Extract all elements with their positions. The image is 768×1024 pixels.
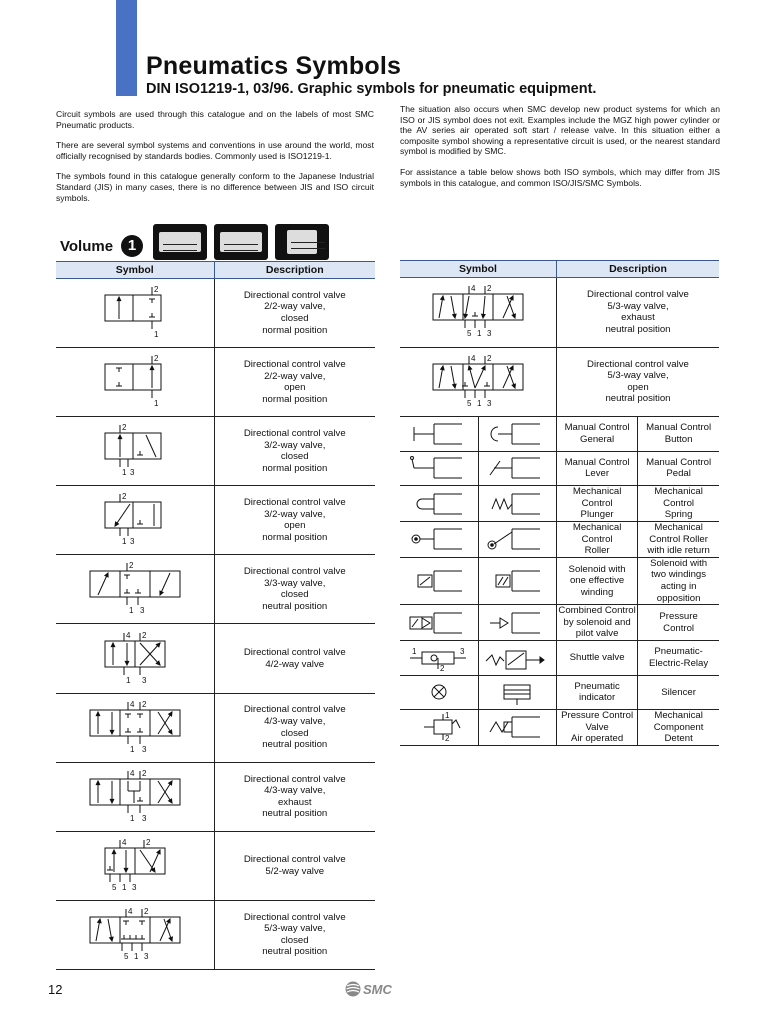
svg-text:5: 5	[111, 882, 117, 892]
svg-text:2: 2	[153, 285, 159, 295]
product-thumbnail-icon	[153, 224, 207, 260]
svg-text:1: 1	[153, 330, 159, 340]
valve-3-3-icon	[60, 557, 210, 621]
description-line: 5/2-way valve	[265, 865, 325, 877]
table-row	[56, 279, 375, 348]
solenoid-two-windings-icon	[482, 566, 552, 596]
description-line: neutral position	[262, 946, 328, 958]
manual-control-button-icon	[482, 419, 552, 449]
table-row	[56, 762, 375, 831]
table-row	[400, 486, 719, 522]
svg-text:1: 1	[121, 882, 127, 892]
description-line: Valve	[585, 721, 609, 733]
table-row	[400, 557, 719, 604]
description-line: Combined Control	[558, 605, 636, 617]
description-line: 4/2-way valve	[265, 658, 325, 670]
description-line: Control	[581, 497, 613, 509]
description-line: one effective	[569, 575, 625, 587]
description-line: Directional control valve	[243, 428, 346, 440]
symbol-description	[638, 675, 719, 710]
description-line: Mechanical	[654, 486, 703, 498]
symbol-cell	[400, 675, 478, 710]
pressure-control-icon	[482, 608, 552, 638]
svg-text:4: 4	[129, 768, 135, 778]
symbol-cell	[56, 417, 214, 486]
svg-text:3: 3	[486, 329, 492, 339]
description-line: Manual Control	[564, 456, 630, 468]
pressure-control-valve-icon	[404, 712, 474, 742]
description-line: Silencer	[661, 686, 696, 698]
description-line: Directional control valve	[243, 854, 346, 866]
svg-text:1: 1	[121, 468, 127, 478]
svg-text:4: 4	[125, 630, 131, 640]
symbol-cell	[56, 762, 214, 831]
valve-3-2-open-icon	[60, 488, 210, 552]
description-line: neutral position	[262, 739, 328, 751]
page-title: Pneumatics Symbols	[146, 52, 402, 80]
table-row	[56, 417, 375, 486]
svg-text:4: 4	[121, 837, 127, 847]
description-line: Directional control valve	[243, 358, 346, 370]
description-line: closed	[280, 589, 309, 601]
description-line: Roller	[584, 545, 610, 557]
description-line: Mechanical	[654, 710, 703, 722]
description-line: Directional control valve	[243, 773, 346, 785]
smc-logo	[344, 980, 396, 1003]
svg-text:1: 1	[444, 712, 450, 721]
svg-text:4: 4	[470, 353, 476, 363]
description-line: neutral position	[262, 601, 328, 613]
svg-text:3: 3	[141, 744, 147, 754]
product-thumbnail-icon	[275, 224, 329, 260]
symbol-cell	[400, 417, 478, 452]
description-line: normal position	[262, 393, 328, 405]
symbol-cell	[400, 486, 478, 522]
mechanical-roller-icon	[404, 524, 474, 554]
description-line: 5/3-way valve,	[264, 923, 326, 935]
description-line: Control Roller	[649, 533, 708, 545]
volume-label: Volume	[60, 238, 114, 255]
symbol-cell	[56, 486, 214, 555]
valve-4-2-icon	[60, 627, 210, 691]
description-line: Directional control valve	[243, 704, 346, 716]
symbol-description	[214, 348, 375, 417]
solenoid-one-winding-icon	[404, 566, 474, 596]
svg-text:2: 2	[128, 561, 134, 571]
symbol-column-header: Symbol	[400, 261, 556, 278]
svg-text:5: 5	[123, 951, 129, 961]
mechanical-detent-icon	[482, 712, 552, 742]
svg-text:3: 3	[486, 398, 492, 408]
symbol-cell	[478, 605, 556, 641]
svg-text:2: 2	[486, 284, 492, 294]
description-line: neutral position	[605, 393, 671, 405]
table-row	[56, 624, 375, 693]
symbol-description	[214, 279, 375, 348]
symbol-description	[556, 557, 637, 604]
symbol-description	[214, 762, 375, 831]
table-row	[400, 710, 719, 746]
symbol-cell	[400, 605, 478, 641]
description-line: Directional control valve	[243, 497, 346, 509]
table-row	[400, 675, 719, 710]
description-line: Mechanical	[572, 486, 622, 498]
table-row	[400, 521, 719, 557]
symbol-cell	[56, 831, 214, 900]
description-line: two windings	[651, 569, 707, 581]
symbol-description	[638, 451, 719, 486]
symbol-description	[556, 278, 719, 348]
description-line: neutral position	[605, 323, 671, 335]
symbol-description	[638, 605, 719, 641]
description-line: Detent	[664, 733, 693, 745]
manual-control-lever-icon	[404, 453, 474, 483]
description-column-header: Description	[214, 262, 375, 279]
description-line: Solenoid with	[650, 557, 708, 569]
symbol-cell	[478, 486, 556, 522]
description-line: Pneumatic	[574, 680, 620, 692]
right-symbol-table	[400, 260, 719, 746]
silencer-icon	[482, 677, 552, 707]
symbol-description	[214, 417, 375, 486]
table-row	[56, 555, 375, 624]
volume-number-badge: 1	[121, 235, 143, 257]
table-row	[400, 417, 719, 452]
description-line: Lever	[585, 468, 610, 480]
symbol-cell	[478, 451, 556, 486]
svg-text:2: 2	[153, 354, 159, 364]
description-line: Pressure	[659, 610, 698, 622]
manual-control-pedal-icon	[482, 453, 552, 483]
svg-text:2: 2	[141, 699, 147, 709]
description-line: Control	[581, 533, 613, 545]
symbol-cell	[478, 675, 556, 710]
svg-text:2: 2	[141, 630, 147, 640]
description-line: Control	[663, 497, 695, 509]
table-row	[56, 693, 375, 762]
svg-text:1: 1	[129, 813, 135, 823]
table-row	[400, 605, 719, 641]
description-line: Button	[664, 433, 693, 445]
description-line: Manual Control	[646, 456, 712, 468]
intro-left-column	[56, 109, 374, 213]
symbol-cell	[478, 640, 556, 675]
symbol-description	[214, 624, 375, 693]
symbol-cell	[400, 640, 478, 675]
description-line: Component	[653, 721, 704, 733]
description-line: exhaust	[277, 796, 312, 808]
description-column-header: Description	[556, 261, 719, 278]
valve-5-3-closed-icon	[60, 903, 210, 967]
description-line: Directional control valve	[587, 289, 689, 301]
symbol-description	[556, 710, 637, 746]
symbol-cell	[56, 624, 214, 693]
symbol-description	[638, 640, 719, 675]
svg-text:1: 1	[411, 646, 417, 656]
symbol-description	[214, 486, 375, 555]
symbol-cell	[56, 279, 214, 348]
description-line: open	[284, 520, 306, 532]
description-line: closed	[280, 934, 309, 946]
svg-text:4: 4	[470, 284, 476, 294]
svg-text:1: 1	[476, 398, 482, 408]
description-line: Spring	[664, 509, 693, 521]
symbol-cell	[478, 417, 556, 452]
symbol-description	[556, 640, 637, 675]
svg-text:1: 1	[476, 329, 482, 339]
description-line: closed	[280, 451, 309, 463]
description-line: 2/2-way valve,	[264, 370, 326, 382]
pneumatic-electric-relay-icon	[482, 643, 552, 673]
description-line: closed	[280, 313, 309, 325]
svg-text:3: 3	[129, 468, 135, 478]
table-row	[400, 640, 719, 675]
intro-paragraph: Circuit symbols are used through this catalogue and on the labels of most SMC Pneumatic products.	[56, 109, 374, 130]
description-line: 4/3-way valve,	[264, 785, 326, 797]
description-line: Directional control valve	[243, 566, 346, 578]
table-row	[56, 900, 375, 969]
symbol-cell	[56, 900, 214, 969]
valve-4-3-exhaust-icon	[60, 765, 210, 829]
symbol-description	[556, 417, 637, 452]
shuttle-valve-icon	[404, 643, 474, 673]
description-line: with idle return	[647, 545, 710, 557]
svg-text:3: 3	[131, 882, 137, 892]
valve-5-2-icon	[60, 834, 210, 898]
symbol-description	[638, 417, 719, 452]
intro-paragraph: The symbols found in this catalogue generally conform to the Japanese Industrial Standard (JIS) in many cases, there is no difference between JIS and ISO circuit symbols.	[56, 171, 374, 203]
description-line: acting in opposition	[656, 580, 701, 604]
symbol-cell	[56, 693, 214, 762]
page-subtitle: DIN ISO1219-1, 03/96. Graphic symbols for pneumatic equipment.	[146, 81, 597, 97]
svg-text:5: 5	[466, 398, 472, 408]
description-line: normal position	[262, 462, 328, 474]
symbol-cell	[56, 555, 214, 624]
svg-text:1: 1	[121, 537, 127, 547]
valve-2-2-closed-icon	[60, 281, 210, 345]
left-symbol-table	[56, 261, 375, 970]
svg-text:3: 3	[143, 951, 149, 961]
svg-text:2: 2	[439, 663, 445, 673]
symbol-description	[638, 710, 719, 746]
table-row	[56, 348, 375, 417]
table-row	[400, 451, 719, 486]
combined-control-icon	[404, 608, 474, 638]
description-line: normal position	[262, 531, 328, 543]
svg-text:1: 1	[133, 951, 139, 961]
description-line: normal position	[262, 324, 328, 336]
symbol-cell	[400, 451, 478, 486]
header-accent-bar	[116, 0, 137, 96]
svg-text:4: 4	[129, 699, 135, 709]
svg-text:2: 2	[121, 492, 127, 502]
intro-paragraph: The situation also occurs when SMC develop new product systems for which an ISO or JIS symbol does not exit. Examples include the MGZ high power cylinder or the AV series air operated soft start / release valve. In this situation either a composite symbol showing a representative circuit is used, or the nearest standard symbol is modified by SMC.	[400, 104, 720, 157]
description-line: 3/2-way valve,	[264, 508, 326, 520]
valve-3-2-closed-icon	[60, 419, 210, 483]
description-line: Shuttle valve	[569, 651, 625, 663]
svg-text:2: 2	[145, 837, 151, 847]
symbol-cell	[478, 557, 556, 604]
description-line: by solenoid and	[563, 616, 631, 628]
symbol-description	[638, 557, 719, 604]
description-line: pilot valve	[575, 628, 619, 640]
svg-text:2: 2	[444, 734, 450, 743]
svg-text:1: 1	[153, 399, 159, 409]
svg-text:4: 4	[127, 906, 133, 916]
description-line: 3/3-way valve,	[264, 577, 326, 589]
description-line: 3/2-way valve,	[264, 439, 326, 451]
valve-5-3-open-icon	[403, 350, 553, 414]
description-line: neutral position	[262, 808, 328, 820]
description-line: Plunger	[580, 509, 614, 521]
svg-text:2: 2	[143, 906, 149, 916]
symbol-description	[214, 693, 375, 762]
symbol-description	[214, 555, 375, 624]
description-line: Directional control valve	[243, 646, 346, 658]
symbol-description	[638, 486, 719, 522]
svg-text:3: 3	[141, 813, 147, 823]
pneumatic-indicator-icon	[404, 677, 474, 707]
symbol-cell	[56, 348, 214, 417]
description-line: Pneumatic-	[654, 646, 703, 658]
description-line: Air operated	[570, 733, 624, 745]
description-line: Directional control valve	[243, 289, 346, 301]
svg-text:3: 3	[129, 537, 135, 547]
table-row	[56, 831, 375, 900]
symbol-description	[556, 605, 637, 641]
svg-text:1: 1	[129, 744, 135, 754]
symbol-cell	[400, 278, 556, 348]
svg-text:2: 2	[141, 768, 147, 778]
svg-text:1: 1	[125, 675, 131, 685]
table-row	[56, 486, 375, 555]
symbol-description	[556, 347, 719, 417]
symbol-description	[556, 451, 637, 486]
intro-right-column	[400, 104, 720, 198]
table-row	[400, 347, 719, 417]
product-thumbnail-icon	[214, 224, 268, 260]
symbol-description	[214, 900, 375, 969]
symbol-description	[556, 675, 637, 710]
symbol-cell	[400, 521, 478, 557]
description-line: Pressure Control	[561, 710, 634, 722]
description-line: 4/3-way valve,	[264, 716, 326, 728]
description-line: winding	[580, 586, 614, 598]
symbol-cell	[400, 347, 556, 417]
description-line: Manual Control	[564, 422, 630, 434]
svg-text:2: 2	[486, 353, 492, 363]
description-line: 2/2-way valve,	[264, 301, 326, 313]
manual-control-general-icon	[404, 419, 474, 449]
mechanical-roller-idle-icon	[482, 524, 552, 554]
symbol-cell	[400, 710, 478, 746]
description-line: closed	[280, 727, 309, 739]
description-line: Mechanical	[654, 521, 703, 533]
description-line: Control	[663, 622, 695, 634]
symbol-description	[214, 831, 375, 900]
intro-paragraph: There are several symbol systems and conventions in use around the world, most officially recognised by standards bodies. Commonly used is ISO1219-1.	[56, 140, 374, 161]
description-line: exhaust	[621, 312, 655, 324]
description-line: Directional control valve	[243, 911, 346, 923]
svg-text:3: 3	[141, 675, 147, 685]
symbol-description	[556, 486, 637, 522]
description-line: Manual Control	[646, 422, 712, 434]
symbol-description	[638, 521, 719, 557]
svg-text:1: 1	[128, 606, 134, 616]
valve-2-2-open-icon	[60, 350, 210, 414]
description-line: Electric-Relay	[649, 657, 709, 669]
svg-text:5: 5	[466, 329, 472, 339]
valve-4-3-closed-icon	[60, 696, 210, 760]
symbol-cell	[478, 710, 556, 746]
svg-text:2: 2	[121, 423, 127, 433]
symbol-cell	[478, 521, 556, 557]
svg-text:SMC: SMC	[363, 982, 392, 997]
svg-text:3: 3	[459, 646, 465, 656]
symbol-cell	[400, 557, 478, 604]
description-line: Pedal	[666, 468, 691, 480]
description-line: indicator	[578, 692, 616, 704]
symbol-description	[556, 521, 637, 557]
description-line: open	[627, 381, 649, 393]
page-number: 12	[48, 982, 63, 997]
mechanical-spring-icon	[482, 489, 552, 519]
description-line: 5/3-way valve,	[607, 300, 669, 312]
description-line: Mechanical	[572, 521, 622, 533]
mechanical-plunger-icon	[404, 489, 474, 519]
symbol-column-header: Symbol	[56, 262, 214, 279]
svg-text:3: 3	[139, 606, 145, 616]
description-line: Solenoid with	[568, 563, 626, 575]
valve-5-3-exhaust-icon	[403, 280, 553, 344]
description-line: 5/3-way valve,	[607, 370, 669, 382]
intro-paragraph: For assistance a table below shows both ISO symbols, which may differ from JIS symbols in this catalogue, and common ISO/JIS/SMC Symbols.	[400, 166, 720, 188]
description-line: Directional control valve	[587, 358, 689, 370]
description-line: General	[580, 433, 615, 445]
description-line: open	[284, 382, 306, 394]
table-row	[400, 278, 719, 348]
